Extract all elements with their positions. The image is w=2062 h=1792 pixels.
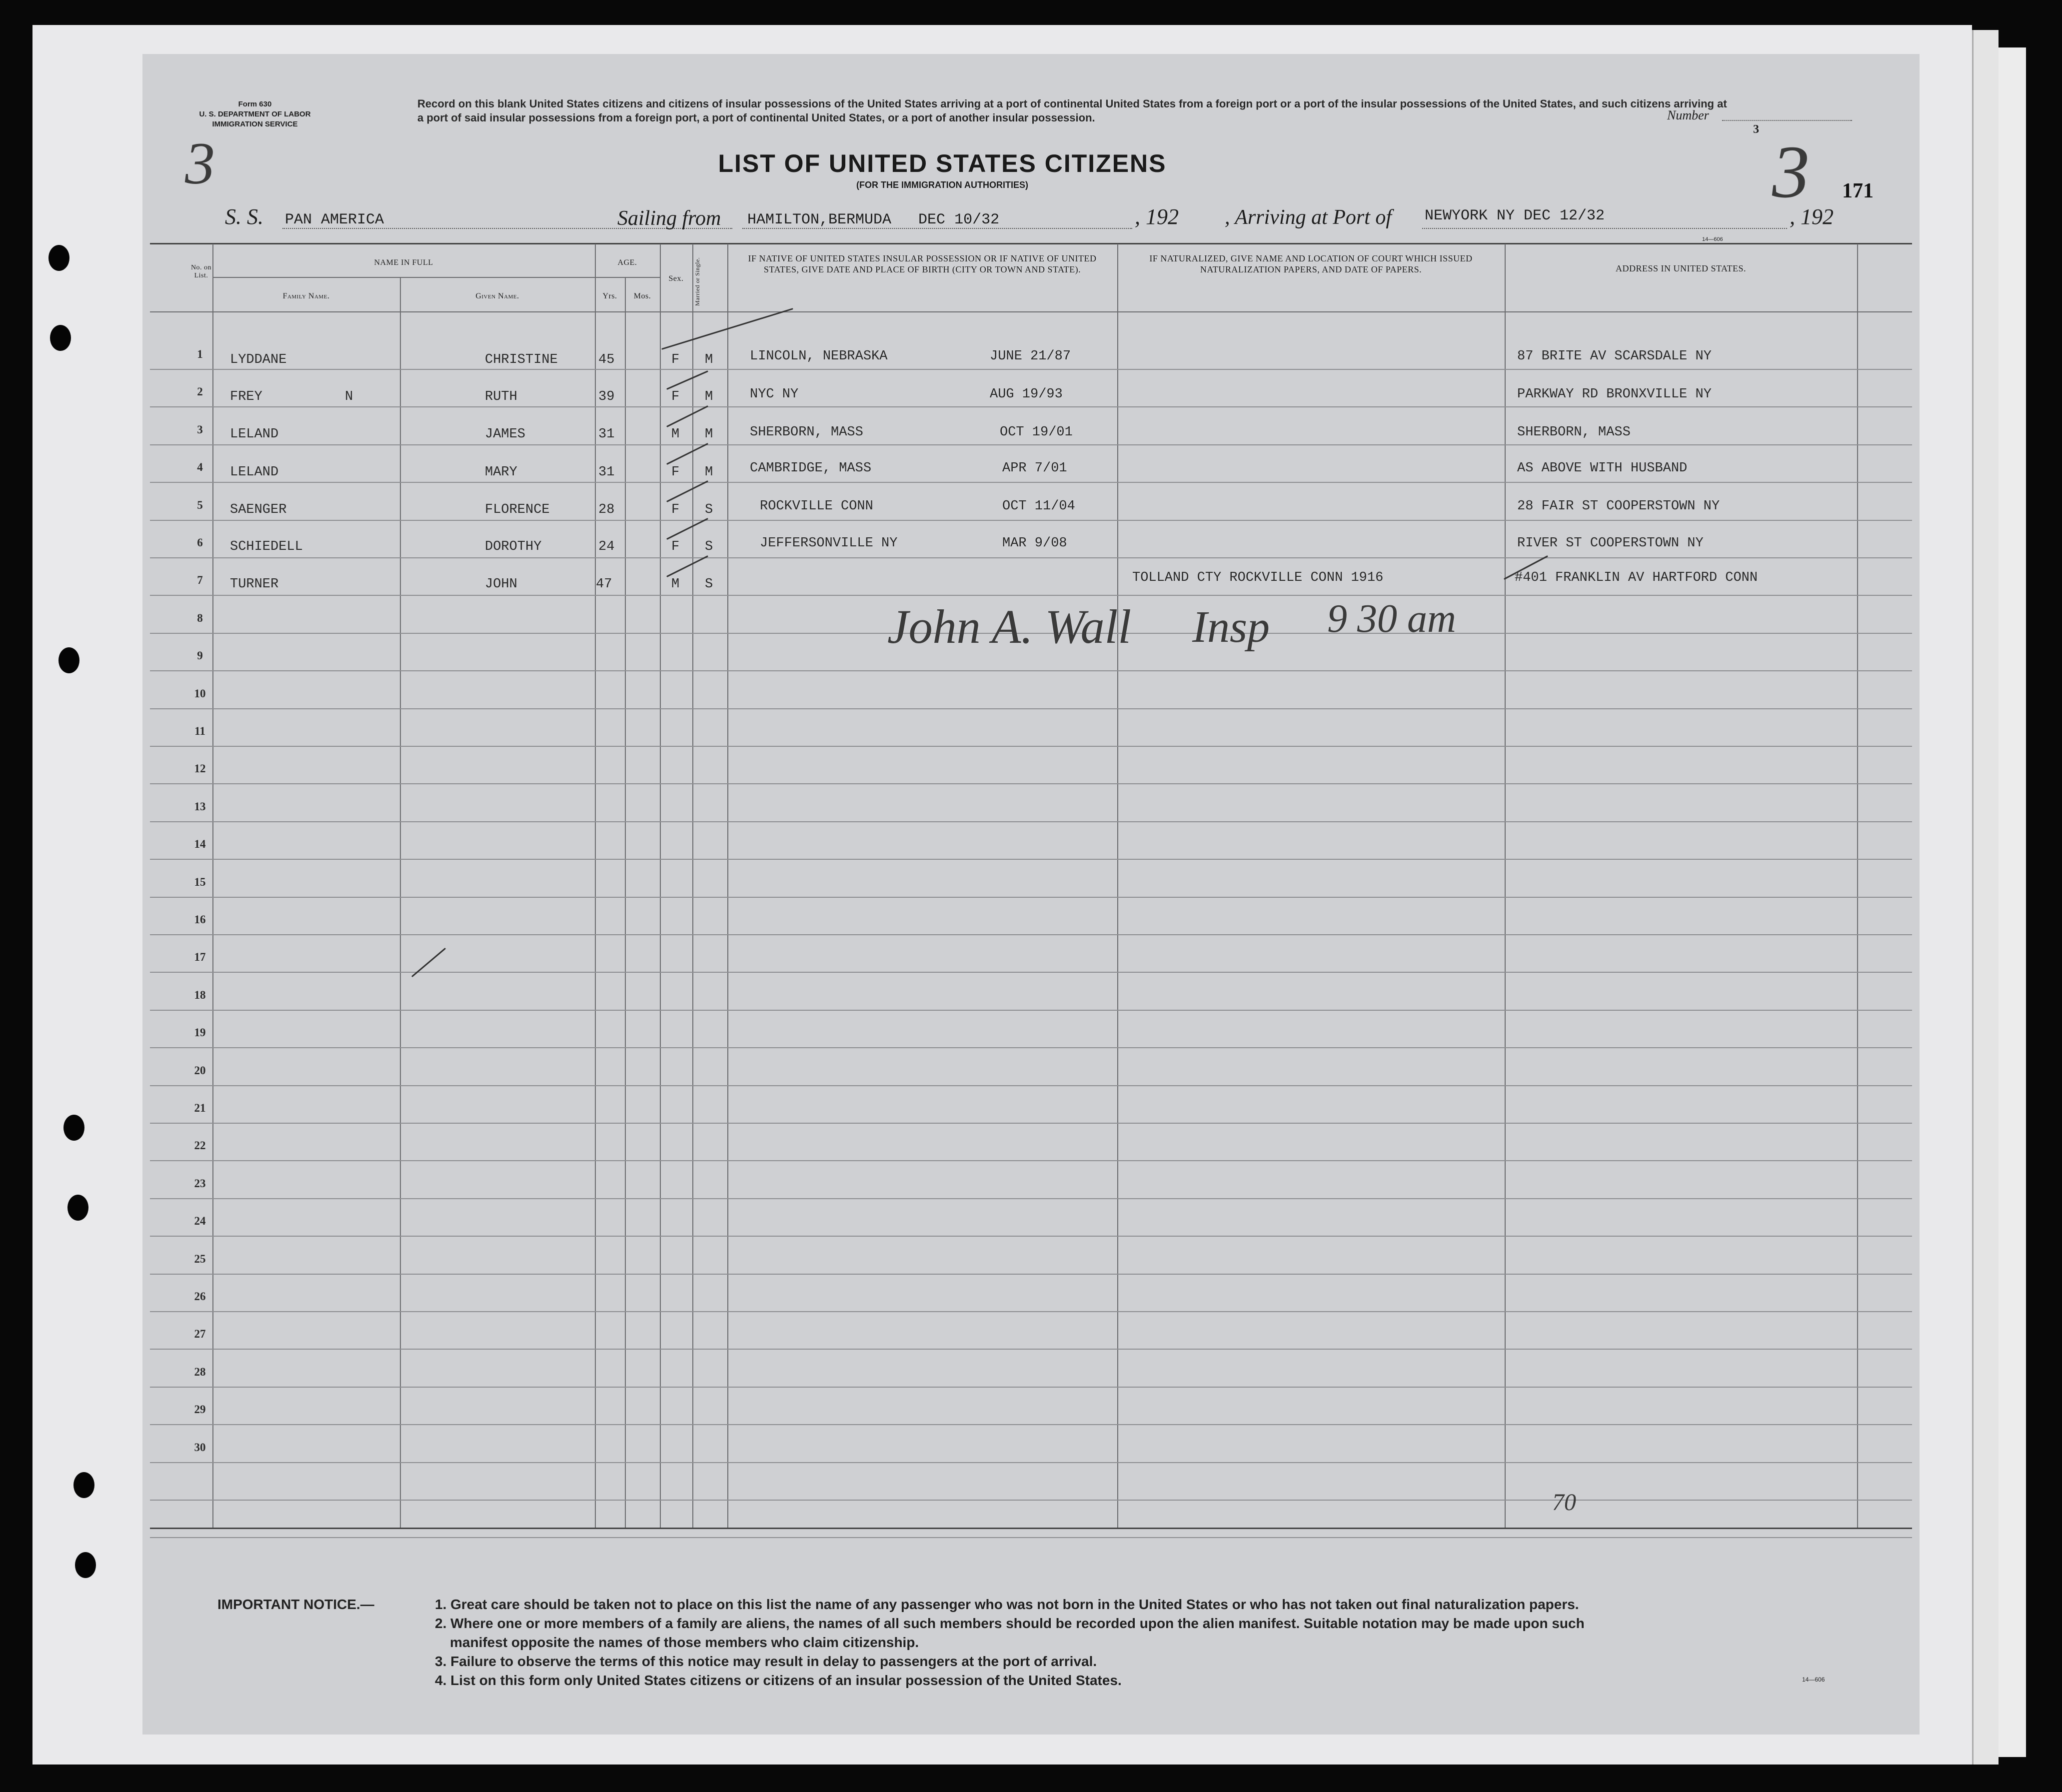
row-number: 26 (194, 1290, 206, 1303)
notice-item-2-cont: manifest opposite the names of those members who claim citizenship. (450, 1635, 919, 1650)
age-years: 39 (598, 389, 615, 404)
marital-status: S (705, 577, 713, 592)
row-number: 6 (197, 536, 203, 549)
notice-item-1: 1. Great care should be taken not to place on this list the name of any passenger who was not born in the United States or who has not taken out final naturalization papers. (435, 1597, 1579, 1612)
marital-status: S (705, 539, 713, 554)
row-number: 12 (194, 762, 206, 775)
page-subtitle: (FOR THE IMMIGRATION AUTHORITIES) (856, 180, 1028, 190)
sex: F (671, 352, 680, 367)
row-number: 27 (194, 1328, 206, 1340)
binder-hole (50, 325, 71, 351)
address: 28 FAIR ST COOPERSTOWN NY (1517, 499, 1720, 514)
handwritten-strokes (142, 54, 1920, 1735)
marital-status: M (705, 352, 713, 367)
row-number: 9 (197, 649, 203, 662)
row-number: 13 (194, 800, 206, 813)
page-title: LIST OF UNITED STATES CITIZENS (718, 149, 1167, 177)
col-header-sex: Sex. (668, 274, 684, 283)
family-name: FREY (230, 389, 262, 404)
col-header-birthplace: IF NATIVE OF UNITED STATES INSULAR POSSESSION OR IF NATIVE OF UNITED STATES, GIVE DATE AND PLACE OF BIRTH (CITY OR TOWN AND STATE). (748, 253, 1097, 274)
family-name: LELAND (230, 465, 279, 480)
row-number: 2 (197, 385, 203, 398)
birth-place: LINCOLN, NEBRASKA (750, 349, 888, 364)
notice-item-3: 3. Failure to observe the terms of this notice may result in delay to passengers at the port of arrival. (435, 1654, 1097, 1669)
page-stack-edge (1972, 30, 1999, 1765)
sex: F (671, 502, 680, 517)
row-number: 21 (194, 1102, 206, 1114)
family-name: LYDDANE (230, 352, 287, 367)
age-years: 31 (598, 465, 615, 480)
inspector-signature: John A. Wall (887, 600, 1132, 653)
row-number: 11 (194, 725, 205, 737)
row-number: 14 (194, 838, 206, 850)
age-years: 24 (598, 539, 615, 554)
row-number: 25 (194, 1253, 206, 1265)
family-name: SAENGER (230, 502, 287, 517)
col-header-mos: Mos. (633, 292, 651, 300)
total-mark: 70 (1552, 1489, 1576, 1516)
col-header-naturalized: IF NATURALIZED, GIVE NAME AND LOCATION OF COURT WHICH ISSUED NATURALIZATION PAPERS, AND DATE OF PAPERS. (1149, 253, 1473, 274)
row-number: 18 (194, 989, 206, 1001)
address: #401 FRANKLIN AV HARTFORD CONN (1515, 570, 1758, 585)
row-number: 29 (194, 1403, 206, 1416)
row-number: 15 (194, 876, 206, 888)
row-number: 8 (197, 612, 203, 624)
row-number: 4 (197, 461, 203, 473)
sex: F (671, 539, 680, 554)
ss-label: S. S. (225, 204, 263, 229)
year-label: , 192 (1790, 204, 1834, 229)
binder-hole (75, 1552, 96, 1578)
marital-status: M (705, 389, 713, 404)
row-number: 10 (194, 687, 206, 700)
birth-date: OCT 11/04 (1002, 499, 1075, 514)
row-number: 30 (194, 1441, 206, 1454)
binder-hole (48, 245, 69, 271)
citizen-list-form (142, 54, 1920, 1735)
col-header-family: Family Name. (282, 292, 330, 300)
row-number: 1 (197, 348, 203, 360)
sailing-label: Sailing from (617, 207, 721, 230)
col-header-address: ADDRESS IN UNITED STATES. (1615, 263, 1747, 273)
instructions: Record on this blank United States citizens and citizens of insular possessions of the United States arriving at a port of continental United States from a foreign port or a port of the insular possessions of the United States, and such citizens arriving at a port of said insular possessions from a foreign port, a port of continental United States, or a port of another insular possession. (417, 97, 1727, 124)
age-years: 45 (598, 352, 615, 367)
address: PARKWAY RD BRONXVILLE NY (1517, 387, 1712, 402)
print-code: 14—606 (1802, 1676, 1825, 1683)
binder-hole (67, 1195, 88, 1221)
arriving-value: NEWYORK NY DEC 12/32 (1425, 207, 1605, 224)
given-name: CHRISTINE (485, 352, 558, 367)
given-name: JOHN (485, 577, 517, 592)
naturalization: TOLLAND CTY ROCKVILLE CONN 1916 (1132, 570, 1384, 585)
row-number: 24 (194, 1215, 206, 1227)
department: U. S. DEPARTMENT OF LABOR (199, 110, 311, 118)
marital-status: M (705, 465, 713, 480)
given-name: RUTH (485, 389, 517, 404)
marital-status: S (705, 502, 713, 517)
age-years: 31 (598, 427, 615, 442)
birth-place: JEFFERSONVILLE NY (760, 536, 898, 551)
marital-status: M (705, 427, 713, 442)
number-label: Number (1667, 108, 1709, 122)
col-header-no: No. on List. (190, 264, 212, 279)
address: RIVER ST COOPERSTOWN NY (1517, 536, 1704, 551)
family-name: LELAND (230, 427, 279, 442)
page-mark-left: 3 (185, 130, 215, 196)
birth-date: AUG 19/93 (990, 387, 1063, 402)
row-number: 22 (194, 1139, 206, 1152)
age-years: 28 (598, 502, 615, 517)
birth-date: OCT 19/01 (1000, 425, 1073, 440)
col-header-age: AGE. (617, 258, 637, 267)
page-mark-right: 3 (1772, 130, 1810, 213)
row-number: 20 (194, 1064, 206, 1077)
birth-place: ROCKVILLE CONN (760, 499, 873, 514)
inspection-time: 9 30 am (1327, 597, 1456, 641)
given-name: MARY (485, 465, 517, 480)
address: SHERBORN, MASS (1517, 425, 1631, 440)
birth-place: CAMBRIDGE, MASS (750, 461, 872, 476)
binder-hole (58, 647, 79, 673)
year-label: , 192 (1135, 204, 1179, 229)
form-number: Form 630 (238, 100, 272, 108)
sailing-value: HAMILTON,BERMUDA DEC 10/32 (747, 211, 1000, 228)
given-name: FLORENCE (485, 502, 550, 517)
binder-hole (63, 1115, 84, 1141)
row-number: 7 (197, 574, 203, 586)
family-name: TURNER (230, 577, 279, 592)
ship-name: PAN AMERICA (285, 211, 384, 228)
birth-date: JUNE 21/87 (990, 349, 1071, 364)
row-number: 16 (194, 913, 206, 926)
notice-item-4: 4. List on this form only United States citizens or citizens of an insular possession of the United States. (435, 1673, 1122, 1688)
stamp-number: 171 (1842, 179, 1874, 202)
notice-label: IMPORTANT NOTICE.— (217, 1597, 374, 1612)
given-name: JAMES (485, 427, 526, 442)
col-header-name: NAME IN FULL (374, 258, 433, 267)
sex: F (671, 465, 680, 480)
sex: M (671, 577, 680, 592)
col-header-married: Married or Single. (694, 257, 701, 306)
number-value: 3 (1753, 123, 1759, 136)
address: AS ABOVE WITH HUSBAND (1517, 461, 1688, 476)
birth-place: SHERBORN, MASS (750, 425, 863, 440)
sex: M (671, 427, 680, 442)
row-number: 17 (194, 951, 206, 963)
row-number: 5 (197, 499, 203, 511)
address: 87 BRITE AV SCARSDALE NY (1517, 349, 1712, 364)
family-name: SCHIEDELL (230, 539, 303, 554)
row-number: 28 (194, 1366, 206, 1378)
print-code: 14—606 (1702, 236, 1723, 242)
row-number: 19 (194, 1026, 206, 1039)
age-years: 47 (596, 577, 612, 592)
notice-item-2: 2. Where one or more members of a family are aliens, the names of all such members should be recorded upon the alien manifest. Suitable notation may be made upon such (435, 1616, 1585, 1631)
arriving-label: , Arriving at Port of (1225, 206, 1392, 229)
row-number: 3 (197, 423, 203, 436)
birth-place: NYC NY (750, 387, 799, 402)
service: IMMIGRATION SERVICE (212, 120, 298, 128)
binder-hole (73, 1472, 94, 1498)
page-stack-edge (1997, 47, 2026, 1757)
given-name: DOROTHY (485, 539, 542, 554)
birth-date: MAR 9/08 (1002, 536, 1067, 551)
birth-date: APR 7/01 (1002, 461, 1067, 476)
annotation-mark: N (345, 389, 353, 404)
inspector-title: Insp (1192, 602, 1270, 652)
col-header-given: Given Name. (475, 292, 519, 300)
sex: F (671, 389, 680, 404)
col-header-yrs: Yrs. (602, 292, 617, 300)
row-number: 23 (194, 1177, 206, 1190)
